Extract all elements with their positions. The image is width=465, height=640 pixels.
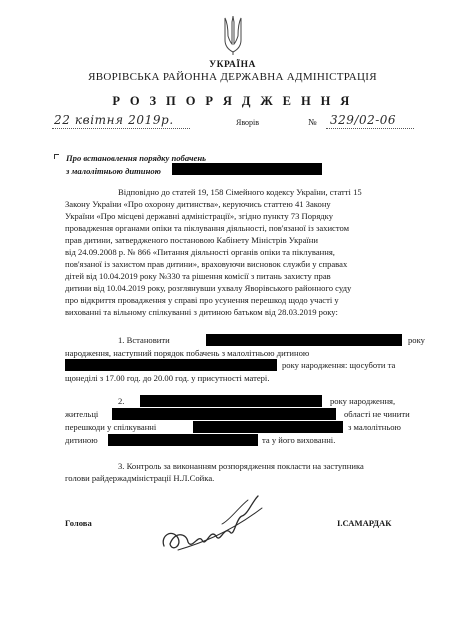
item3-line2: голови райдержадміністрації Н.Л.Сойка.: [65, 473, 215, 483]
signatory-position: Голова: [65, 518, 92, 528]
item2-line1-start: 2.: [118, 396, 125, 406]
subject-line-2: з малолітньою дитиною: [66, 166, 161, 176]
preamble-line: Закону України «Про охорону дитинства», керуючись статтею 41 Закону: [65, 199, 331, 209]
redaction-bar: [193, 421, 343, 433]
redaction-bar: [206, 334, 402, 346]
subject-line-1: Про встановлення порядку побачень: [66, 153, 207, 163]
item1-line3-end: року народження: щосуботи та: [282, 360, 396, 370]
preamble-line: провадження органами опіки та піклування діяльності, пов'язаної із захистом: [65, 223, 350, 233]
preamble-line: дитини від 10.04.2019 року, розглянувши ухвалу Яворівського районного суду: [65, 283, 352, 293]
trident-emblem-icon: [224, 14, 242, 56]
item2-line1-end: року народження,: [330, 396, 396, 406]
city-label: Яворів: [236, 118, 260, 127]
redaction-bar: [108, 434, 258, 446]
number-sign: №: [308, 117, 317, 127]
item1-line1-end: року: [408, 335, 425, 345]
preamble-line: дітей від 10.04.2019 року №330 та рішення комісії з питань захисту прав: [65, 271, 331, 281]
handwritten-signature: [158, 488, 268, 558]
item2-line3-start: перешкоди у спілкуванні: [65, 422, 157, 432]
redaction-bar: [172, 163, 322, 175]
preamble-line: вихованні та вільному спілкуванні з дитиною батьком від 28.03.2019 року:: [65, 307, 338, 317]
preamble-line: пов'язаної із захистом прав дитини», враховуючи висновок служби у справах: [65, 259, 348, 269]
preamble-line: прав дитини, затвердженого постановою Кабінету Міністрів України: [65, 235, 318, 245]
item2-line3-end: з малолітньою: [348, 422, 401, 432]
redaction-bar: [112, 408, 336, 420]
handwritten-date: 22 квітня 2019р.: [54, 113, 174, 127]
number-underline: [326, 128, 414, 129]
administration-heading: ЯВОРІВСЬКА РАЙОННА ДЕРЖАВНА АДМІНІСТРАЦІЯ: [88, 71, 377, 83]
item1-line2: народження, наступний порядок побачень з малолітньою дитиною: [65, 348, 310, 358]
item1-line1-start: 1. Встановити: [118, 335, 170, 345]
item2-line4-end: та у його вихованні.: [262, 435, 336, 445]
date-underline: [52, 128, 190, 129]
item2-line2-start: жительці: [65, 409, 99, 419]
signatory-name: І.САМАРДАК: [337, 518, 392, 528]
preamble-line: від 24.09.2008 р. № 866 «Питання діяльності органів опіки та піклування,: [65, 247, 335, 257]
country-heading: УКРАЇНА: [209, 60, 256, 70]
redaction-bar: [140, 395, 322, 407]
item3-line1: 3. Контроль за виконанням розпорядження покласти на заступника: [118, 461, 364, 471]
redaction-bar: [65, 359, 277, 371]
preamble-line: України «Про місцеві державні адміністрації», згідно пункту 73 Порядку: [65, 211, 334, 221]
document-title: Р О З П О Р Я Д Ж Е Н Н Я: [112, 94, 353, 108]
item2-line2-end: області не чинити: [344, 409, 410, 419]
item1-line4: щонеділі з 17.00 год. до 20.00 год. у присутності матері.: [65, 373, 270, 383]
preamble-line: Відповідно до статей 19, 158 Сімейного кодексу України, статті 15: [118, 187, 362, 197]
handwritten-number: 329/02-06: [330, 113, 397, 127]
item2-line4-start: дитиною: [65, 435, 98, 445]
subject-corner-mark: [54, 154, 59, 159]
preamble-line: про відкриття провадження у справі про усунення перешкод щодо участі у: [65, 295, 339, 305]
